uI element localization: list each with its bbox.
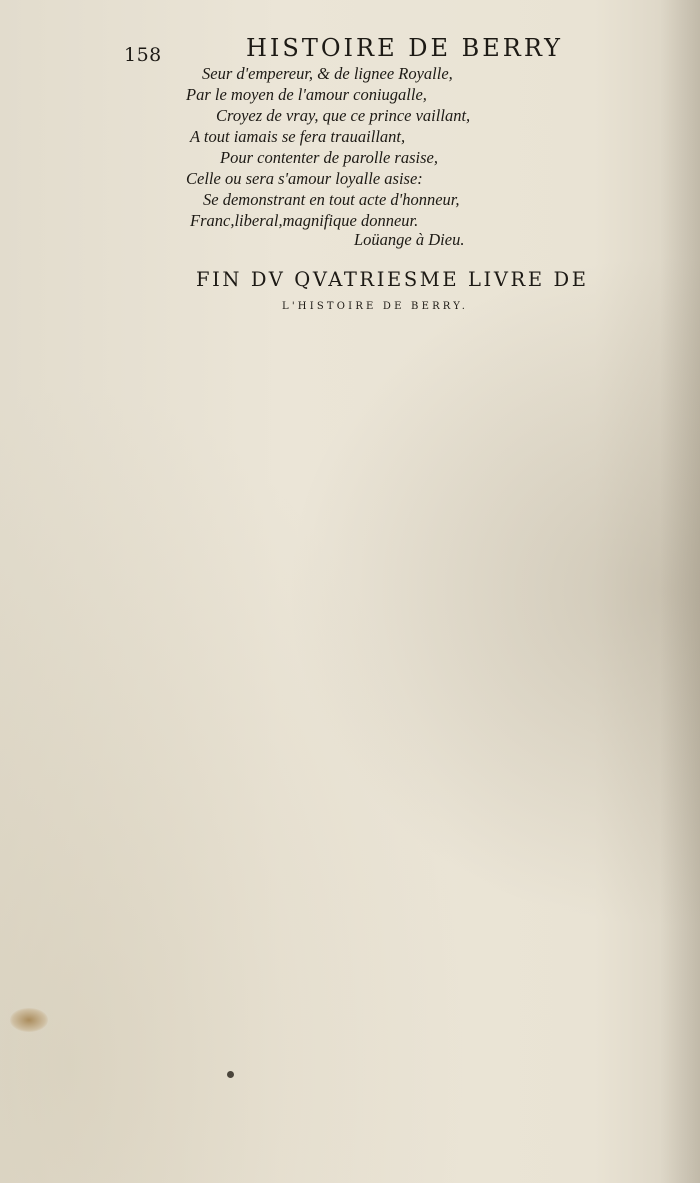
verse-line: Seur d'empereur, & de lignee Royalle,: [202, 64, 453, 83]
verse-line: Se demonstrant en tout acte d'honneur,: [203, 190, 460, 209]
page-number: 158: [124, 44, 162, 66]
verse-line: Franc,liberal,magnifique donneur.: [190, 211, 419, 230]
colophon-title: FIN DV QVATRIESME LIVRE DE: [196, 268, 589, 291]
verse-line: Pour contenter de parolle rasise,: [220, 148, 438, 167]
paper-stain: [10, 1008, 48, 1032]
page-gutter-shadow: [660, 0, 700, 1183]
colophon-subtitle: L'HISTOIRE DE BERRY.: [282, 301, 469, 312]
running-head: HISTOIRE DE BERRY: [246, 34, 564, 62]
closing-praise: Loüange à Dieu.: [354, 230, 465, 249]
verse-line: A tout iamais se fera trauaillant,: [190, 127, 406, 146]
ink-dot: [227, 1071, 234, 1078]
verse-line: Par le moyen de l'amour coniugalle,: [186, 85, 427, 104]
verse-line: Celle ou sera s'amour loyalle asise:: [186, 169, 423, 188]
verse-line: Croyez de vray, que ce prince vaillant,: [216, 106, 471, 125]
